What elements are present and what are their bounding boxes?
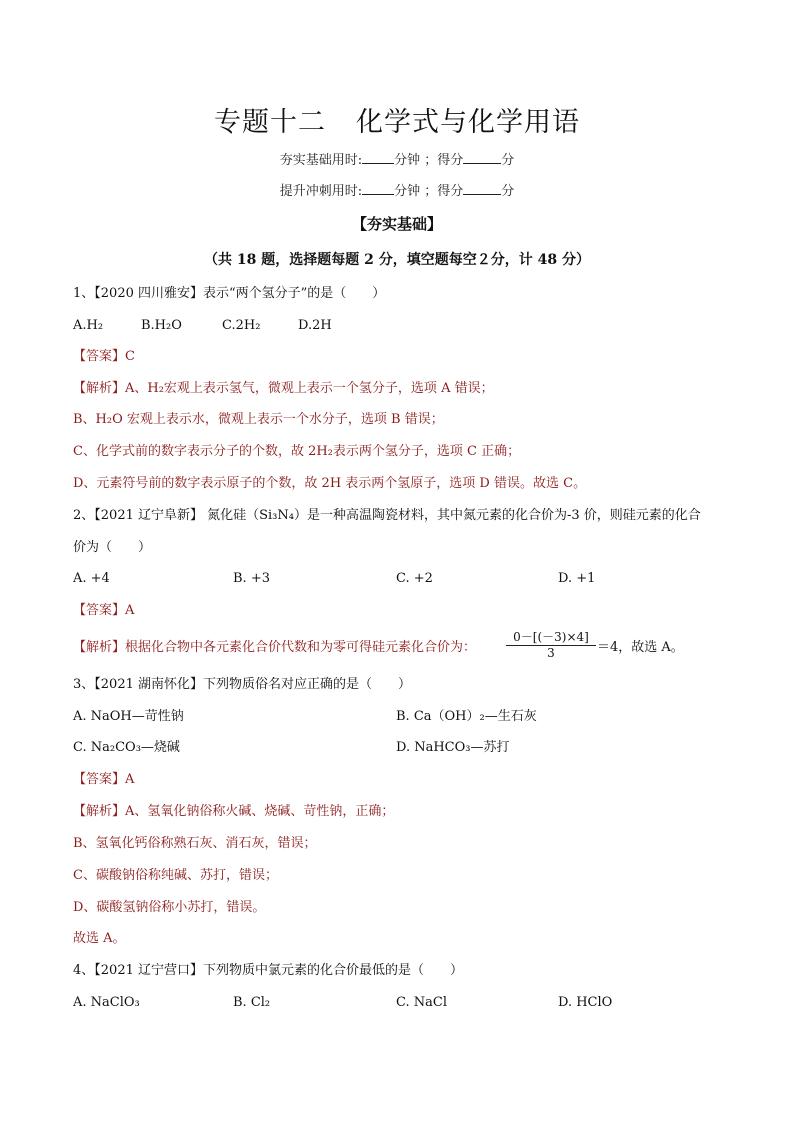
q3-analysis-1: 【解析】A、氢氧化钠俗称火碱、烧碱、苛性钠，正确； bbox=[73, 804, 395, 819]
q4-option-b: B. Cl₂ bbox=[233, 995, 271, 1010]
timing-end: 分 bbox=[501, 184, 515, 199]
q2-option-c: C. +2 bbox=[396, 571, 433, 586]
q1-option-a: A.H₂ bbox=[73, 318, 104, 333]
q2-analysis-post: ＝4，故选 A。 bbox=[597, 640, 684, 655]
q4-option-d: D. HClO bbox=[558, 995, 613, 1010]
q1-option-b: B.H₂O bbox=[141, 318, 182, 333]
q1-stem: 1、【2020 四川雅安】表示“两个氢分子”的是（ ） bbox=[73, 286, 386, 301]
scoring-note: （共 18 题，选择题每题 2 分，填空题每空２分，计 48 分） bbox=[204, 252, 590, 268]
q2-analysis-pre: 【解析】根据化合物中各元素化合价代数和为零可得硅元素化合价为： bbox=[73, 640, 477, 655]
q2-answer: 【答案】A bbox=[73, 603, 135, 618]
q1-analysis-1: 【解析】A、H₂宏观上表示氢气，微观上表示一个氢分子，选项 A 错误； bbox=[73, 381, 494, 396]
q3-option-d: D. NaHCO₃—苏打 bbox=[396, 740, 510, 755]
q1-analysis-3: C、化学式前的数字表示分子的个数，故 2H₂表示两个氢分子，选项 C 正确； bbox=[73, 444, 521, 459]
q3-analysis-2: B、氢氧化钙俗称熟石灰、消石灰，错误； bbox=[73, 836, 317, 851]
timing-label: 夯实基础用时: bbox=[279, 153, 363, 168]
blank-minutes[interactable] bbox=[362, 151, 394, 164]
q2-option-a: A. +4 bbox=[73, 571, 110, 586]
q4-stem: 4、【2021 辽宁营口】下列物质中氯元素的化合价最低的是（ ） bbox=[73, 963, 463, 978]
page-title bbox=[0, 100, 794, 139]
q2-stem: 2、【2021 辽宁阜新】 氮化硅（Si₃N₄）是一种高温陶瓷材料，其中氮元素的化合价为-3 价，则硅元素的化合 bbox=[73, 508, 701, 523]
timing-unit: 分钟 ；得分 bbox=[394, 184, 464, 199]
q4-option-c: C. NaCl bbox=[396, 995, 447, 1010]
blank-minutes[interactable] bbox=[362, 182, 394, 195]
q3-stem: 3、【2021 湖南怀化】下列物质俗名对应正确的是（ ） bbox=[73, 677, 411, 692]
timing-label: 提升冲刺用时: bbox=[279, 184, 363, 199]
q3-analysis-5: 故选 A。 bbox=[73, 931, 126, 946]
fraction-denominator: 3 bbox=[547, 646, 555, 660]
q3-option-a: A. NaOH—苛性钠 bbox=[73, 709, 184, 724]
timing-end: 分 bbox=[501, 153, 515, 168]
blank-score[interactable] bbox=[463, 182, 501, 195]
q3-answer: 【答案】A bbox=[73, 772, 135, 787]
q3-analysis-4: D、碳酸氢钠俗称小苏打，错误。 bbox=[73, 900, 266, 915]
timing-unit: 分钟 ；得分 bbox=[394, 153, 464, 168]
section-heading: 【夯实基础】 bbox=[351, 215, 442, 233]
q3-option-c: C. Na₂CO₃—烧碱 bbox=[73, 740, 180, 755]
q2-analysis bbox=[73, 639, 476, 657]
q2-option-d: D. +1 bbox=[558, 571, 596, 586]
timing-row-1 bbox=[0, 149, 794, 168]
q1-analysis-2: B、H₂O 宏观上表示水，微观上表示一个水分子，选项 B 错误； bbox=[73, 412, 444, 427]
blank-score[interactable] bbox=[463, 151, 501, 164]
q1-option-d: D.2H bbox=[298, 318, 332, 333]
q2-option-b: B. +3 bbox=[233, 571, 270, 586]
q3-analysis-3: C、碳酸钠俗称纯碱、苏打，错误； bbox=[73, 868, 278, 883]
q1-analysis-4: D、元素符号前的数字表示原子的个数，故 2H 表示两个氢原子，选项 D 错误。故选 C。 bbox=[73, 476, 587, 491]
q4-option-a: A. NaClO₃ bbox=[73, 995, 140, 1010]
q1-option-c: C.2H₂ bbox=[222, 318, 261, 333]
q2-stem-cont: 价为（ ） bbox=[73, 540, 152, 555]
title-part-2: 化学式与化学用语 bbox=[356, 107, 580, 138]
title-part-1: 专题十二 bbox=[214, 107, 326, 138]
q3-option-b: B. Ca（OH）₂—生石灰 bbox=[396, 709, 537, 724]
q1-answer: 【答案】C bbox=[73, 349, 135, 364]
timing-row-2 bbox=[0, 180, 794, 199]
q2-fraction bbox=[506, 628, 596, 660]
fraction-numerator: 0－[(－3)×4] bbox=[506, 628, 596, 646]
